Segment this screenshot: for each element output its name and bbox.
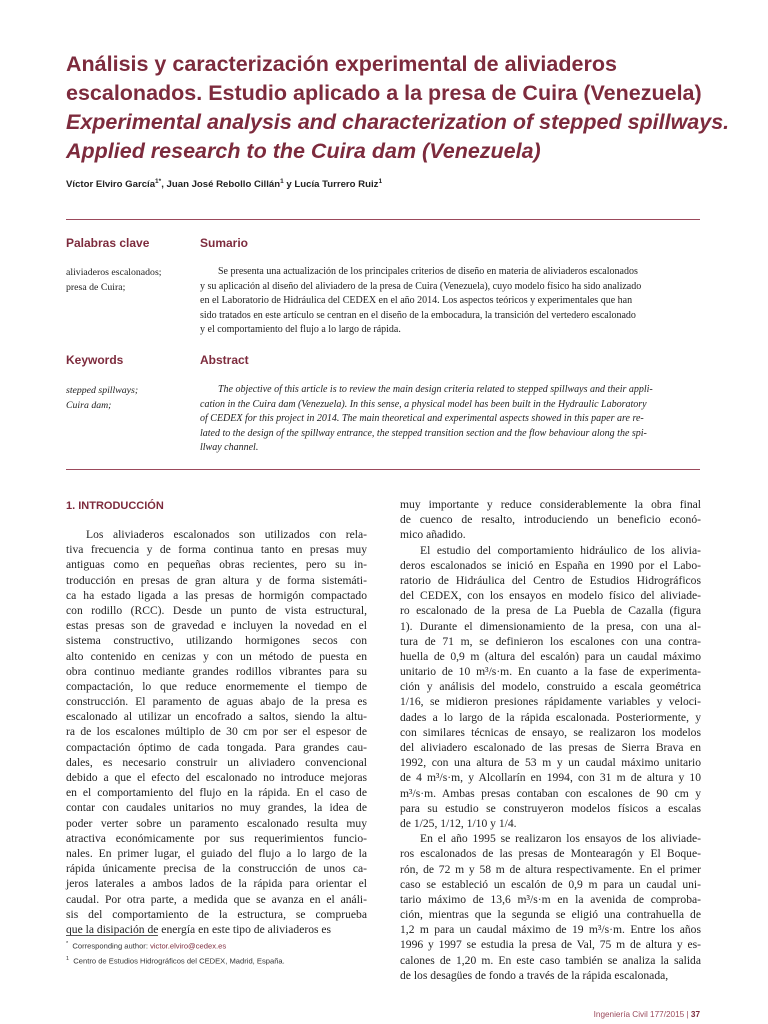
body-line: sis del comportamiento de la estructura, se comprueba: [66, 907, 367, 921]
authors-line: [66, 179, 382, 190]
title-es-line2: escalonados. Estudio aplicado a la presa de Cuira (Venezuela): [66, 81, 702, 105]
body-line: calones de 1,20 m. En este caso también se analiza la salida: [400, 953, 701, 967]
body-line: compactación óptimo de cada tongada. Para grandes cau-: [66, 740, 367, 754]
body-line: con rodillo (RCC). Desde un punto de vista estructural,: [66, 603, 367, 617]
body-line: alto contenido en cenizas y con un método de puesta en: [66, 649, 367, 663]
title-en-line1: Experimental analysis and characterization of stepped spillways.: [66, 110, 730, 134]
body-line: deros escalonados se inició en España en 1990 por el Labo-: [400, 558, 701, 572]
footnote-divider: [66, 935, 158, 936]
body-line: construcción. El paramento de aguas abajo de la presa es: [66, 695, 367, 709]
body-line: mico añadido.: [400, 528, 466, 542]
body-line: compactación, lo que reduce enormemente el tiempo de: [66, 679, 367, 693]
body-line: unitario de 10 m³/s·m. En cuanto a la fase de experimenta-: [400, 665, 701, 679]
body-column-left: [66, 527, 367, 937]
body-line: En el año 1995 se realizaron los ensayos de los aliviade-: [420, 832, 701, 846]
body-line: dales, es necesario construir un aliviadero convencional: [66, 755, 367, 769]
page-number: 37: [690, 1010, 700, 1019]
summary-heading: Sumario: [200, 236, 249, 250]
body-line: obra continuo mediante grandes rodillos vibrantes para su: [66, 664, 367, 678]
footnote-mark: *: [66, 941, 69, 947]
body-line: 1996 y 1997 se estudia la presa de Val, 75 m de altura y es-: [400, 938, 701, 952]
author-2-affiliation: 1: [280, 177, 284, 185]
body-line: contar con caudales unitarios no muy grandes, la idea de: [66, 801, 367, 815]
keywords-heading-en: Keywords: [66, 353, 124, 367]
body-line: del CEDEX, con los ensayos en modelo físico del aliviade-: [400, 589, 701, 603]
body-line: caso se estableció un escalón de 0,9 m para un caudal uni-: [400, 877, 701, 891]
summary-line: Se presenta una actualización de los principales criterios de diseño en materia de aliviaderos escalonados: [218, 266, 638, 277]
author-3: y Lucía Turrero Ruiz: [283, 179, 379, 190]
body-line: atractiva económicamente por sus requerimientos funcio-: [66, 831, 367, 845]
author-2: , Juan José Rebollo Cillán: [161, 179, 281, 190]
body-line: ro escalonado de la presa de La Puebla de Cazalla (figura: [400, 604, 701, 618]
body-line: que la disipación de energía en este tipo de aliviaderos es: [66, 922, 332, 936]
section-heading: 1. INTRODUCCIÓN: [66, 500, 164, 512]
body-line: 1/16, se midieron presiones rápidamente variables y veloci-: [400, 695, 701, 709]
summary-line: y su aplicación al diseño del aliviadero de la presa de Cuira (Venezuela), cuyo modelo físico ha sido analizado: [200, 280, 642, 292]
body-line: troducción en presas de gran altura y de forma sistemáti-: [66, 573, 367, 587]
abstract-line: lated to the design of the spillway entrance, the stepped transition section and the flow behaviour along the spi-: [200, 427, 647, 439]
body-line: rápida únicamente precisa de la construcción de unos ca-: [66, 862, 367, 876]
footnote-corresponding: [66, 941, 226, 951]
body-line: tiva frecuencia y de forma continua tanto en presas muy: [66, 543, 367, 557]
summary-line: en el Laboratorio de Hidráulica del CEDEX en el año 2014. Los aspectos teóricos y experimentales que han: [200, 295, 633, 307]
keyword-en-1: stepped spillways;: [66, 385, 139, 396]
body-line: rón, de 72 m y 58 m de altura respectivamente. En el primer: [400, 862, 701, 876]
body-line: para su estudio se construyeron modelos físicos a escalas: [400, 801, 701, 815]
body-line: caudal. Por otra parte, a medida que se avanza en el análi-: [66, 892, 367, 906]
body-line: Los aliviaderos escalonados son utilizados con rela-: [86, 528, 367, 541]
body-column-right: [400, 497, 701, 983]
keyword-en-2: Cuira dam;: [66, 400, 112, 411]
body-line: El estudio del comportamiento hidráulico de los alivia-: [420, 543, 701, 557]
keyword-es-2: presa de Cuira;: [66, 282, 126, 293]
body-line: huella de 0,9 m (altura del escalón) para un caudal máximo: [400, 649, 701, 663]
body-line: jeros laterales a ambos lados de la rápida para orientar el: [66, 877, 367, 891]
body-line: estas presas son de gravedad e incluyen la novedad en el: [66, 619, 367, 633]
body-line: ratorio de Hidráulica del Centro de Estudios Hidrográficos: [400, 573, 701, 587]
keywords-list-en: [66, 383, 191, 413]
author-3-affiliation: 1: [378, 177, 383, 185]
body-line: escalonado al utilizar un encofrado a saltos, siendo la altu-: [66, 710, 367, 724]
body-line: 1). Durante el dimensionamiento de la presa, con una al-: [400, 619, 701, 633]
bottom-divider: [66, 469, 700, 470]
abstract-line: The objective of this article is to review the main design criteria related to stepped spillways and their appli-: [218, 384, 653, 395]
body-line: poder verter sobre un paramento escalonado resulta muy: [66, 816, 367, 830]
body-line: ción, mientras que la segunda se eligió una contrahuella de: [400, 908, 701, 922]
body-line: dades a lo largo de la rápida escalonada. Posteriormente, y: [400, 710, 701, 724]
top-divider: [66, 219, 700, 220]
keywords-heading-es: Palabras clave: [66, 236, 150, 250]
author-email-link[interactable]: victor.elviro@cedex.es: [150, 941, 227, 951]
footnote-mark: 1: [66, 956, 70, 962]
title-es-line1: Análisis y caracterización experimental de aliviaderos: [66, 52, 617, 76]
keyword-es-1: aliviaderos escalonados;: [66, 267, 162, 278]
body-line: de cuenco de resalto, introduciendo un beneficio econó-: [400, 513, 701, 527]
page-footer: [594, 1010, 700, 1019]
body-line: antiguas como en pequeñas obras recientes, pero su in-: [66, 558, 367, 572]
body-line: ca ha estado ligada a las presas de hormigón compactado: [66, 588, 367, 602]
footer-separator: |: [684, 1010, 691, 1019]
abstract-line: cation in the Cuira dam (Venezuela). In this sense, a physical model has been built in the Hydraulic Laboratory: [200, 398, 647, 410]
affiliation-text: Centro de Estudios Hidrográficos del CEDEX, Madrid, España.: [73, 956, 285, 966]
body-line: ros escalonados de las presas de Montearagón y El Boque-: [400, 847, 701, 861]
summary-line: y el comportamiento del flujo a lo largo de rápida.: [200, 324, 401, 336]
body-line: nales. En primer lugar, el guiado del flujo a lo largo de la: [66, 846, 367, 860]
abstract-line: llway channel.: [200, 442, 259, 454]
body-line: m³/s·m. Ambas presas contaban con escalones de 90 cm y: [400, 786, 701, 800]
body-line: 1992, con una altura de 53 m y un caudal máximo unitario: [400, 756, 701, 770]
abstract-text: [200, 383, 700, 456]
article-title: [66, 50, 730, 166]
journal-name: Ingeniería Civil 177/2015: [593, 1010, 685, 1019]
abstract-line: of CEDEX for this project in 2014. The main theoretical and experimental aspects showed in this paper are re-: [200, 413, 644, 425]
body-line: de 4 m³/s·m, y Alcollarín en 1994, con 31 m de altura y 10: [400, 771, 701, 785]
body-line: de los desagües de fondo a través de la rápida escalonada,: [400, 968, 669, 982]
author-1-affiliation: 1*: [155, 177, 162, 185]
title-en-line2: Applied research to the Cuira dam (Venezuela): [66, 139, 541, 163]
abstract-heading: Abstract: [200, 353, 249, 367]
body-line: tura de 71 m, se definieron los escalones con una contra-: [400, 634, 701, 648]
author-1: Víctor Elviro García: [66, 179, 156, 190]
body-line: ción y análisis del modelo, construido a escala geométrica: [400, 680, 701, 694]
footnote-affiliation: [66, 956, 285, 966]
footnote-label: Corresponding author:: [72, 941, 151, 951]
summary-text: [200, 265, 700, 338]
body-line: en el comportamiento del flujo en la rápida. En el caso de: [66, 786, 367, 800]
body-line: 1,2 m para un caudal máximo de 19 m³/s·m. Entre los años: [400, 923, 701, 937]
body-line: muy importante y reduce considerablemente la obra final: [400, 498, 701, 511]
body-line: sistema constructivo, utilizando hormigones secos con: [66, 634, 367, 648]
body-line: de 1/25, 1/12, 1/10 y 1/4.: [400, 816, 517, 830]
body-line: tario máximo de 13,6 m³/s·m en la avenida de comproba-: [400, 892, 701, 906]
summary-line: sido tratados en este artículo se centran en el diseño de la embocadura, la transición del vertedero escalonado: [200, 309, 636, 321]
body-line: debido a que el efecto del escalonado no introduce mejoras: [66, 771, 367, 784]
body-line: del aliviadero escalonado de las presas de Sierra Brava en: [400, 741, 701, 754]
keywords-list-es: [66, 265, 191, 295]
body-line: con similares técnicas de ensayo, se realizaron los modelos: [400, 725, 701, 739]
body-line: ra de los escalones múltiplo de 30 cm por ser el espesor de: [66, 725, 367, 739]
